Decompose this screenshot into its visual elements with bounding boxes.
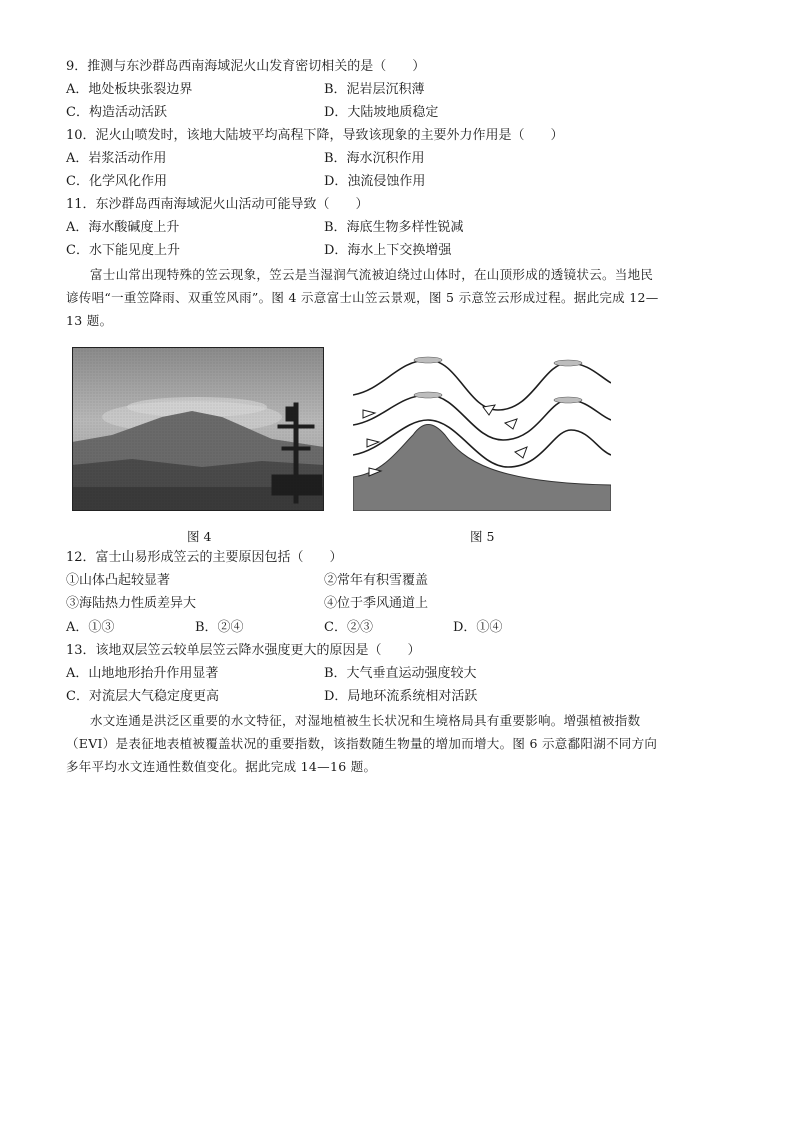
arrow-right-3	[515, 447, 527, 458]
q9-stem: 9．推测与东沙群岛西南海域泥火山发育密切相关的是（ ）	[66, 59, 426, 74]
q9-option-c[interactable]: C．构造活动活跃	[66, 105, 167, 120]
q9-option-b[interactable]: B．泥岩层沉积薄	[324, 82, 425, 97]
q13-option-d[interactable]: D．局地环流系统相对活跃	[324, 689, 478, 704]
q12-stem: 12．富士山易形成笠云的主要原因包括（ ）	[66, 550, 343, 565]
arrow-left-1	[363, 410, 375, 418]
passage-fuji	[66, 263, 746, 332]
arrow-right-2	[505, 419, 517, 429]
passage-fuji-line-2: 谚传唱“一重笠降雨、双重笠风雨”。图 4 示意富士山笠云景观，图 5 示意笠云形成过程。据此完成 12—	[66, 290, 659, 305]
q11-stem: 11．东沙群岛西南海域泥火山活动可能导致（ ）	[66, 197, 369, 212]
figure-4-photo	[72, 347, 324, 511]
q12-option-b[interactable]: B．②④	[195, 620, 244, 635]
q12-option-c[interactable]: C．②③	[324, 620, 373, 635]
passage-poyang-line-2: （EVI）是表征地表植被覆盖状况的重要指数，该指数随生物量的增加而增大。图 6 示意鄱阳湖不同方向	[66, 736, 658, 751]
cloud-crest-4	[554, 397, 582, 403]
q13-option-a[interactable]: A．山地地形抬升作用显著	[66, 666, 219, 681]
q13-option-c[interactable]: C．对流层大气稳定度更高	[66, 689, 219, 704]
q13-option-b[interactable]: B．大气垂直运动强度较大	[324, 666, 477, 681]
q12-item-3: ③海陆热力性质差异大	[66, 596, 197, 611]
passage-poyang-line-3: 多年平均水文连通性数值变化。据此完成 14—16 题。	[66, 759, 377, 774]
q10-option-a[interactable]: A．岩浆活动作用	[66, 151, 167, 166]
q9-option-a[interactable]: A．地处板块张裂边界	[66, 82, 193, 97]
q11-option-d[interactable]: D．海水上下交换增强	[324, 243, 452, 258]
passage-fuji-line-3: 13 题。	[66, 313, 113, 328]
q10-option-c[interactable]: C．化学风化作用	[66, 174, 167, 189]
q11-option-b[interactable]: B．海底生物多样性锐减	[324, 220, 464, 235]
q11-option-a[interactable]: A．海水酸碱度上升	[66, 220, 180, 235]
q11-option-c[interactable]: C．水下能见度上升	[66, 243, 180, 258]
q12-item-2: ②常年有积雪覆盖	[324, 573, 429, 588]
q9-option-d[interactable]: D．大陆坡地质稳定	[324, 105, 439, 120]
figure-4-caption: 图 4	[187, 529, 212, 544]
q10-option-b[interactable]: B．海水沉积作用	[324, 151, 425, 166]
passage-poyang	[66, 709, 746, 778]
q12-item-1: ①山体凸起较显著	[66, 573, 171, 588]
passage-poyang-line-1: 水文连通是洪泛区重要的水文特征，对湿地植被生长状况和生境格局具有重要影响。增强植被指数	[90, 713, 641, 728]
figure-5-diagram	[353, 355, 611, 511]
cloud-crest-3	[414, 392, 442, 398]
q10-stem: 10．泥火山喷发时，该地大陆坡平均高程下降，导致该现象的主要外力作用是（ ）	[66, 128, 564, 143]
q13-stem: 13．该地双层笠云较单层笠云降水强度更大的原因是（ ）	[66, 643, 421, 658]
cloud-crest-1	[414, 357, 442, 363]
mountain-shape	[353, 425, 611, 512]
figure-5-caption: 图 5	[470, 529, 495, 544]
passage-fuji-line-1: 富士山常出现特殊的笠云现象，笠云是当湿润气流被迫绕过山体时，在山顶形成的透镜状云。当地民	[90, 267, 654, 282]
q12-item-4: ④位于季风通道上	[324, 596, 429, 611]
q10-option-d[interactable]: D．浊流侵蚀作用	[324, 174, 426, 189]
q12-option-a[interactable]: A．①③	[66, 620, 115, 635]
cloud-crest-2	[554, 360, 582, 366]
q12-option-d[interactable]: D．①④	[453, 620, 503, 635]
photo-grain	[72, 347, 324, 511]
